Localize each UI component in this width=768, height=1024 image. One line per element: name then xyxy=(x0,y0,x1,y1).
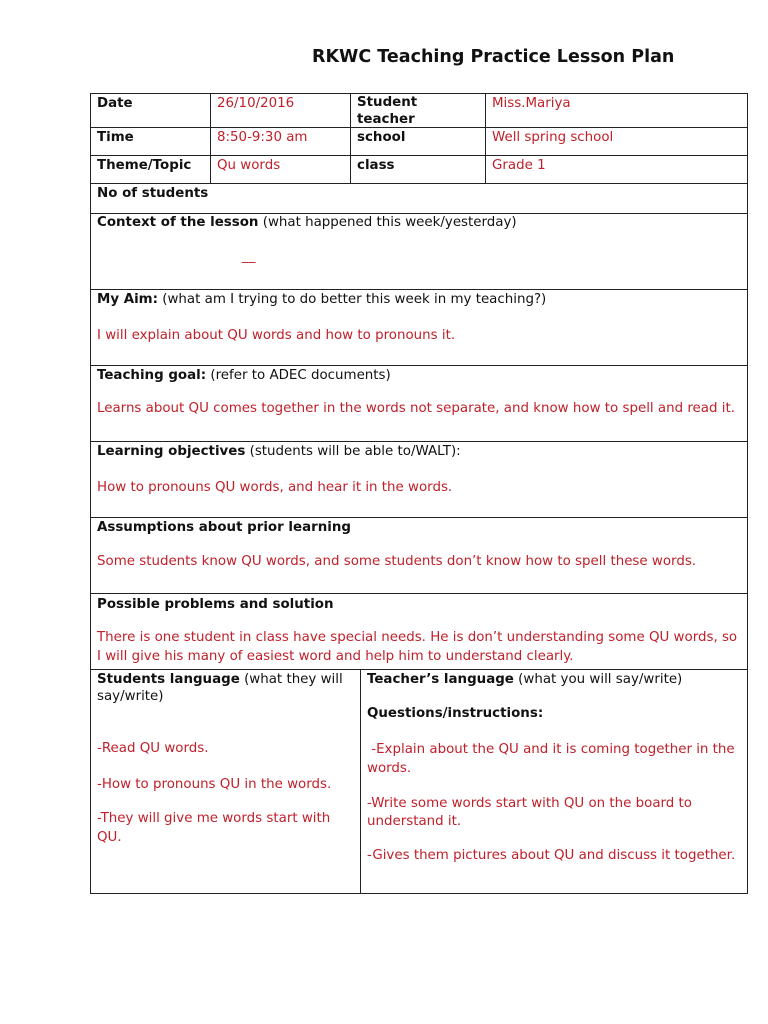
learning-objectives-value: How to pronouns QU words, and hear it in the words. xyxy=(97,480,453,496)
no-of-students-row xyxy=(90,183,748,214)
language-row xyxy=(90,669,748,894)
context-value: __ xyxy=(242,249,256,265)
info-row-time xyxy=(90,127,748,156)
questions-instructions-label: Questions/instructions: xyxy=(367,706,544,722)
time-value: 8:50-9:30 am xyxy=(210,127,351,156)
teachers-language-label: Teacher’s language xyxy=(367,672,514,687)
school-value: Well spring school xyxy=(485,127,748,156)
context-row xyxy=(90,213,748,290)
problems-row xyxy=(90,593,748,670)
teachers-language-item: -Explain about the QU and it is coming together in the words. xyxy=(367,742,739,776)
teaching-goal-value: Learns about QU comes together in the words not separate, and know how to spell and read it. xyxy=(97,401,735,417)
learning-objectives-row xyxy=(90,441,748,518)
students-language-hint: (what they will say/write) xyxy=(97,672,343,705)
date-label: Date xyxy=(90,93,211,128)
teaching-goal-label: Teaching goal: xyxy=(97,368,207,383)
context-hint: (what happened this week/yesterday) xyxy=(262,215,517,230)
problems-label: Possible problems and solution xyxy=(97,597,334,612)
assumptions-value: Some students know QU words, and some students don’t know how to spell these words. xyxy=(97,554,697,570)
assumptions-label: Assumptions about prior learning xyxy=(97,520,351,535)
info-row-theme xyxy=(90,155,748,184)
students-language-item: -They will give me words start with QU. xyxy=(97,811,331,845)
context-label: Context of the lesson xyxy=(97,215,259,230)
theme-value: Qu words xyxy=(210,155,351,184)
problems-value: There is one student in class have special needs. He is don’t understanding some QU words, so I will give his many of easiest word and help him to understand clearly. xyxy=(97,630,738,665)
teachers-language-item: -Gives them pictures about QU and discuss it together. xyxy=(367,847,736,863)
theme-label: Theme/Topic xyxy=(90,155,211,184)
students-language-cell xyxy=(90,669,361,894)
learning-objectives-label: Learning objectives xyxy=(97,444,246,459)
students-language-item: -How to pronouns QU in the words. xyxy=(97,776,332,792)
time-label: Time xyxy=(90,127,211,156)
no-of-students-label: No of students xyxy=(97,186,209,201)
aim-row xyxy=(90,289,748,366)
students-language-item: -Read QU words. xyxy=(97,740,209,756)
teachers-language-cell xyxy=(360,669,748,894)
document-title: RKWC Teaching Practice Lesson Plan xyxy=(312,47,675,67)
teaching-goal-row xyxy=(90,365,748,442)
date-value: 26/10/2016 xyxy=(210,93,351,128)
class-label: class xyxy=(350,155,486,184)
teachers-language-hint: (what you will say/write) xyxy=(518,672,683,687)
aim-value: I will explain about QU words and how to pronouns it. xyxy=(97,328,456,344)
student-teacher-label: Student teacher xyxy=(350,93,486,128)
aim-label: My Aim: xyxy=(97,292,158,307)
info-row-date xyxy=(90,93,748,128)
learning-objectives-hint: (students will be able to/WALT): xyxy=(249,444,461,459)
assumptions-row xyxy=(90,517,748,594)
student-teacher-value: Miss.Mariya xyxy=(485,93,748,128)
school-label: school xyxy=(350,127,486,156)
class-value: Grade 1 xyxy=(485,155,748,184)
students-language-label: Students language xyxy=(97,672,240,687)
teachers-language-item: -Write some words start with QU on the board to understand it. xyxy=(367,795,692,829)
aim-hint: (what am I trying to do better this week in my teaching?) xyxy=(162,292,547,307)
teaching-goal-hint: (refer to ADEC documents) xyxy=(210,368,391,383)
